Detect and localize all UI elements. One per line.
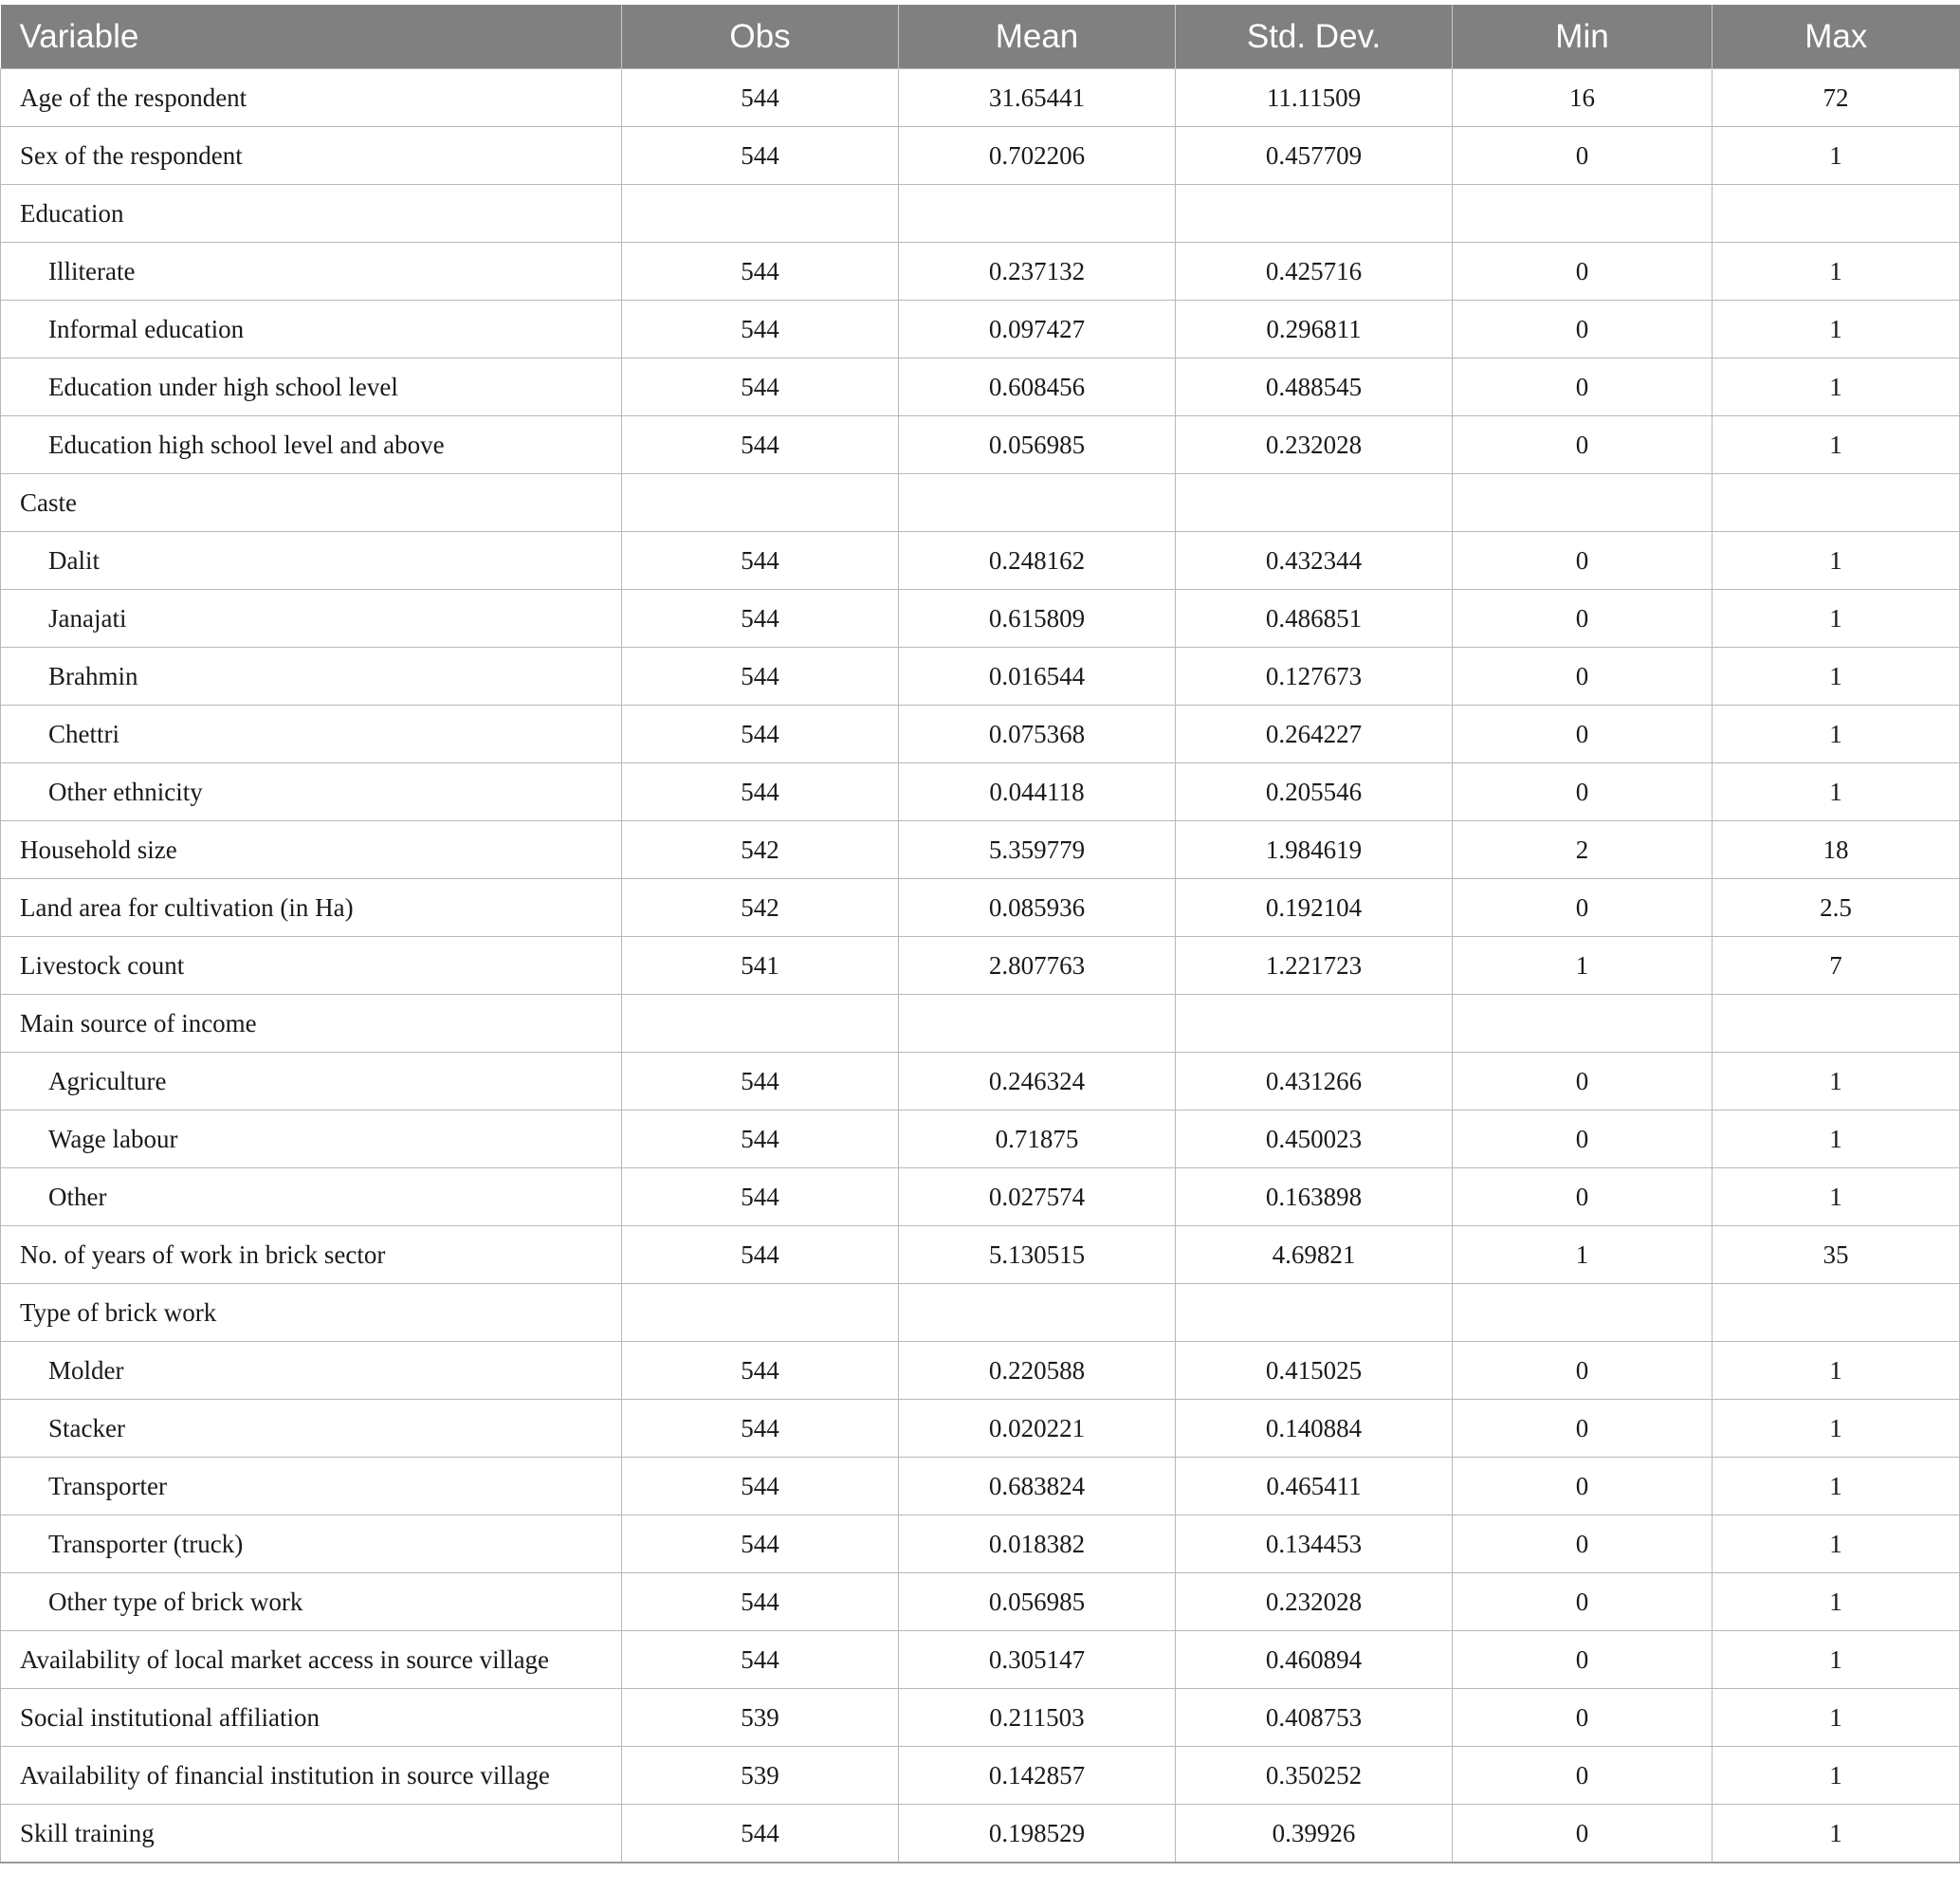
obs-cell: 544 [622, 1458, 899, 1515]
min-cell: 0 [1453, 1458, 1713, 1515]
min-cell: 0 [1453, 1515, 1713, 1573]
obs-cell: 539 [622, 1689, 899, 1747]
mean-cell: 0.056985 [899, 416, 1176, 474]
max-cell [1713, 474, 1960, 532]
obs-cell: 544 [622, 1631, 899, 1689]
mean-cell: 0.085936 [899, 879, 1176, 937]
obs-cell: 544 [622, 1053, 899, 1111]
max-cell: 1 [1713, 532, 1960, 590]
std-dev-cell [1176, 995, 1453, 1053]
max-cell: 2.5 [1713, 879, 1960, 937]
table-row [1, 358, 1960, 416]
obs-cell [622, 474, 899, 532]
variable-cell: Transporter [1, 1458, 622, 1515]
max-cell: 1 [1713, 243, 1960, 301]
max-cell: 1 [1713, 301, 1960, 358]
summary-statistics-table [0, 5, 1960, 1863]
obs-cell [622, 185, 899, 243]
mean-cell: 0.198529 [899, 1805, 1176, 1863]
min-cell: 0 [1453, 1111, 1713, 1168]
max-cell: 18 [1713, 821, 1960, 879]
max-cell: 1 [1713, 1573, 1960, 1631]
mean-cell: 0.71875 [899, 1111, 1176, 1168]
std-dev-cell: 0.39926 [1176, 1805, 1453, 1863]
obs-cell: 542 [622, 879, 899, 937]
variable-cell: Informal education [1, 301, 622, 358]
std-dev-cell: 0.134453 [1176, 1515, 1453, 1573]
std-dev-cell: 1.221723 [1176, 937, 1453, 995]
mean-cell: 5.130515 [899, 1226, 1176, 1284]
min-cell: 0 [1453, 1573, 1713, 1631]
table-row [1, 532, 1960, 590]
mean-cell: 0.142857 [899, 1747, 1176, 1805]
std-dev-cell: 0.408753 [1176, 1689, 1453, 1747]
min-cell: 1 [1453, 937, 1713, 995]
max-cell: 1 [1713, 763, 1960, 821]
variable-cell: Land area for cultivation (in Ha) [1, 879, 622, 937]
mean-cell: 0.056985 [899, 1573, 1176, 1631]
min-cell: 1 [1453, 1226, 1713, 1284]
table-row [1, 763, 1960, 821]
variable-cell: Main source of income [1, 995, 622, 1053]
max-cell [1713, 185, 1960, 243]
mean-cell: 5.359779 [899, 821, 1176, 879]
std-dev-cell: 0.457709 [1176, 127, 1453, 185]
obs-cell: 544 [622, 1168, 899, 1226]
table-row [1, 185, 1960, 243]
std-dev-cell: 0.465411 [1176, 1458, 1453, 1515]
header-row [1, 5, 1960, 69]
std-dev-cell: 0.192104 [1176, 879, 1453, 937]
min-cell: 0 [1453, 879, 1713, 937]
min-cell: 0 [1453, 1631, 1713, 1689]
variable-cell: Brahmin [1, 648, 622, 706]
mean-cell: 0.615809 [899, 590, 1176, 648]
std-dev-cell: 0.163898 [1176, 1168, 1453, 1226]
max-cell: 7 [1713, 937, 1960, 995]
table-row [1, 821, 1960, 879]
obs-cell: 542 [622, 821, 899, 879]
variable-cell: Wage labour [1, 1111, 622, 1168]
variable-cell: Agriculture [1, 1053, 622, 1111]
max-cell: 1 [1713, 1342, 1960, 1400]
table-row [1, 1747, 1960, 1805]
table-row [1, 243, 1960, 301]
column-header-std-dev: Std. Dev. [1176, 5, 1453, 69]
column-header-max: Max [1713, 5, 1960, 69]
variable-cell: Household size [1, 821, 622, 879]
table-row [1, 706, 1960, 763]
obs-cell: 544 [622, 590, 899, 648]
min-cell: 0 [1453, 706, 1713, 763]
variable-cell: Dalit [1, 532, 622, 590]
table-row [1, 1515, 1960, 1573]
table-row [1, 648, 1960, 706]
std-dev-cell: 0.488545 [1176, 358, 1453, 416]
variable-cell: Molder [1, 1342, 622, 1400]
table-row [1, 127, 1960, 185]
mean-cell: 0.211503 [899, 1689, 1176, 1747]
std-dev-cell: 0.232028 [1176, 1573, 1453, 1631]
table-row [1, 937, 1960, 995]
max-cell: 1 [1713, 416, 1960, 474]
table-row [1, 301, 1960, 358]
mean-cell: 0.683824 [899, 1458, 1176, 1515]
variable-cell: Stacker [1, 1400, 622, 1458]
obs-cell: 544 [622, 1515, 899, 1573]
table-row [1, 1400, 1960, 1458]
mean-cell [899, 1284, 1176, 1342]
variable-cell: Other [1, 1168, 622, 1226]
column-header-mean: Mean [899, 5, 1176, 69]
column-header-obs: Obs [622, 5, 899, 69]
obs-cell: 541 [622, 937, 899, 995]
std-dev-cell [1176, 1284, 1453, 1342]
table-row [1, 1631, 1960, 1689]
std-dev-cell: 0.431266 [1176, 1053, 1453, 1111]
std-dev-cell: 0.232028 [1176, 416, 1453, 474]
min-cell: 16 [1453, 69, 1713, 127]
variable-cell: Other type of brick work [1, 1573, 622, 1631]
table-row [1, 590, 1960, 648]
min-cell: 0 [1453, 358, 1713, 416]
max-cell: 35 [1713, 1226, 1960, 1284]
obs-cell: 544 [622, 706, 899, 763]
min-cell [1453, 1284, 1713, 1342]
obs-cell: 544 [622, 69, 899, 127]
table-row [1, 879, 1960, 937]
mean-cell: 0.027574 [899, 1168, 1176, 1226]
variable-cell: Social institutional affiliation [1, 1689, 622, 1747]
max-cell: 1 [1713, 1168, 1960, 1226]
table-row [1, 995, 1960, 1053]
min-cell [1453, 185, 1713, 243]
std-dev-cell: 0.127673 [1176, 648, 1453, 706]
table-row [1, 1226, 1960, 1284]
std-dev-cell: 1.984619 [1176, 821, 1453, 879]
variable-cell: Skill training [1, 1805, 622, 1863]
max-cell [1713, 995, 1960, 1053]
variable-cell: Chettri [1, 706, 622, 763]
max-cell: 1 [1713, 1111, 1960, 1168]
std-dev-cell: 0.350252 [1176, 1747, 1453, 1805]
max-cell: 1 [1713, 1631, 1960, 1689]
mean-cell: 0.016544 [899, 648, 1176, 706]
mean-cell: 0.020221 [899, 1400, 1176, 1458]
table-row [1, 474, 1960, 532]
column-header-variable: Variable [1, 5, 622, 69]
table-header [1, 5, 1960, 69]
obs-cell: 544 [622, 1400, 899, 1458]
mean-cell [899, 995, 1176, 1053]
mean-cell: 0.220588 [899, 1342, 1176, 1400]
table-body [1, 69, 1960, 1863]
mean-cell: 0.097427 [899, 301, 1176, 358]
min-cell [1453, 474, 1713, 532]
obs-cell: 544 [622, 127, 899, 185]
mean-cell: 0.018382 [899, 1515, 1176, 1573]
max-cell: 1 [1713, 1515, 1960, 1573]
obs-cell: 544 [622, 301, 899, 358]
variable-cell: Availability of local market access in source village [1, 1631, 622, 1689]
table-row [1, 416, 1960, 474]
mean-cell: 0.075368 [899, 706, 1176, 763]
min-cell: 0 [1453, 1689, 1713, 1747]
max-cell: 1 [1713, 127, 1960, 185]
mean-cell: 0.044118 [899, 763, 1176, 821]
mean-cell: 31.65441 [899, 69, 1176, 127]
mean-cell: 0.237132 [899, 243, 1176, 301]
std-dev-cell: 0.140884 [1176, 1400, 1453, 1458]
max-cell: 1 [1713, 1689, 1960, 1747]
min-cell: 0 [1453, 1168, 1713, 1226]
obs-cell: 544 [622, 243, 899, 301]
min-cell: 0 [1453, 1400, 1713, 1458]
max-cell: 72 [1713, 69, 1960, 127]
obs-cell [622, 1284, 899, 1342]
variable-cell: Other ethnicity [1, 763, 622, 821]
min-cell: 0 [1453, 648, 1713, 706]
variable-cell: Transporter (truck) [1, 1515, 622, 1573]
max-cell: 1 [1713, 1458, 1960, 1515]
table-row [1, 69, 1960, 127]
table-row [1, 1168, 1960, 1226]
max-cell: 1 [1713, 648, 1960, 706]
summary-statistics-table-container [0, 5, 1959, 1863]
max-cell: 1 [1713, 1747, 1960, 1805]
table-row [1, 1458, 1960, 1515]
variable-cell: Availability of financial institution in source village [1, 1747, 622, 1805]
variable-cell: Janajati [1, 590, 622, 648]
table-row [1, 1284, 1960, 1342]
variable-cell: Education under high school level [1, 358, 622, 416]
min-cell: 0 [1453, 1342, 1713, 1400]
variable-cell: Caste [1, 474, 622, 532]
min-cell: 0 [1453, 1805, 1713, 1863]
obs-cell: 544 [622, 648, 899, 706]
max-cell: 1 [1713, 1400, 1960, 1458]
obs-cell: 544 [622, 1805, 899, 1863]
std-dev-cell: 11.11509 [1176, 69, 1453, 127]
mean-cell [899, 474, 1176, 532]
min-cell: 0 [1453, 243, 1713, 301]
min-cell: 0 [1453, 416, 1713, 474]
min-cell: 0 [1453, 127, 1713, 185]
variable-cell: Type of brick work [1, 1284, 622, 1342]
mean-cell: 0.248162 [899, 532, 1176, 590]
variable-cell: Sex of the respondent [1, 127, 622, 185]
obs-cell: 544 [622, 532, 899, 590]
min-cell: 0 [1453, 532, 1713, 590]
obs-cell: 544 [622, 1226, 899, 1284]
obs-cell: 544 [622, 763, 899, 821]
min-cell: 2 [1453, 821, 1713, 879]
max-cell: 1 [1713, 706, 1960, 763]
min-cell: 0 [1453, 763, 1713, 821]
table-row [1, 1689, 1960, 1747]
mean-cell: 2.807763 [899, 937, 1176, 995]
std-dev-cell: 0.486851 [1176, 590, 1453, 648]
min-cell: 0 [1453, 590, 1713, 648]
obs-cell: 544 [622, 1573, 899, 1631]
max-cell: 1 [1713, 358, 1960, 416]
table-row [1, 1111, 1960, 1168]
max-cell: 1 [1713, 590, 1960, 648]
table-row [1, 1805, 1960, 1863]
obs-cell: 544 [622, 1111, 899, 1168]
variable-cell: Education high school level and above [1, 416, 622, 474]
max-cell: 1 [1713, 1805, 1960, 1863]
std-dev-cell: 0.450023 [1176, 1111, 1453, 1168]
obs-cell: 539 [622, 1747, 899, 1805]
std-dev-cell: 0.205546 [1176, 763, 1453, 821]
std-dev-cell [1176, 474, 1453, 532]
obs-cell: 544 [622, 416, 899, 474]
mean-cell: 0.702206 [899, 127, 1176, 185]
variable-cell: Illiterate [1, 243, 622, 301]
mean-cell [899, 185, 1176, 243]
variable-cell: Education [1, 185, 622, 243]
std-dev-cell: 0.415025 [1176, 1342, 1453, 1400]
std-dev-cell [1176, 185, 1453, 243]
std-dev-cell: 4.69821 [1176, 1226, 1453, 1284]
column-header-min: Min [1453, 5, 1713, 69]
min-cell: 0 [1453, 301, 1713, 358]
max-cell [1713, 1284, 1960, 1342]
min-cell: 0 [1453, 1747, 1713, 1805]
obs-cell: 544 [622, 358, 899, 416]
obs-cell: 544 [622, 1342, 899, 1400]
std-dev-cell: 0.264227 [1176, 706, 1453, 763]
std-dev-cell: 0.296811 [1176, 301, 1453, 358]
mean-cell: 0.608456 [899, 358, 1176, 416]
std-dev-cell: 0.460894 [1176, 1631, 1453, 1689]
variable-cell: Livestock count [1, 937, 622, 995]
table-row [1, 1053, 1960, 1111]
mean-cell: 0.305147 [899, 1631, 1176, 1689]
mean-cell: 0.246324 [899, 1053, 1176, 1111]
variable-cell: No. of years of work in brick sector [1, 1226, 622, 1284]
std-dev-cell: 0.425716 [1176, 243, 1453, 301]
obs-cell [622, 995, 899, 1053]
table-row [1, 1573, 1960, 1631]
min-cell [1453, 995, 1713, 1053]
variable-cell: Age of the respondent [1, 69, 622, 127]
std-dev-cell: 0.432344 [1176, 532, 1453, 590]
min-cell: 0 [1453, 1053, 1713, 1111]
max-cell: 1 [1713, 1053, 1960, 1111]
table-row [1, 1342, 1960, 1400]
